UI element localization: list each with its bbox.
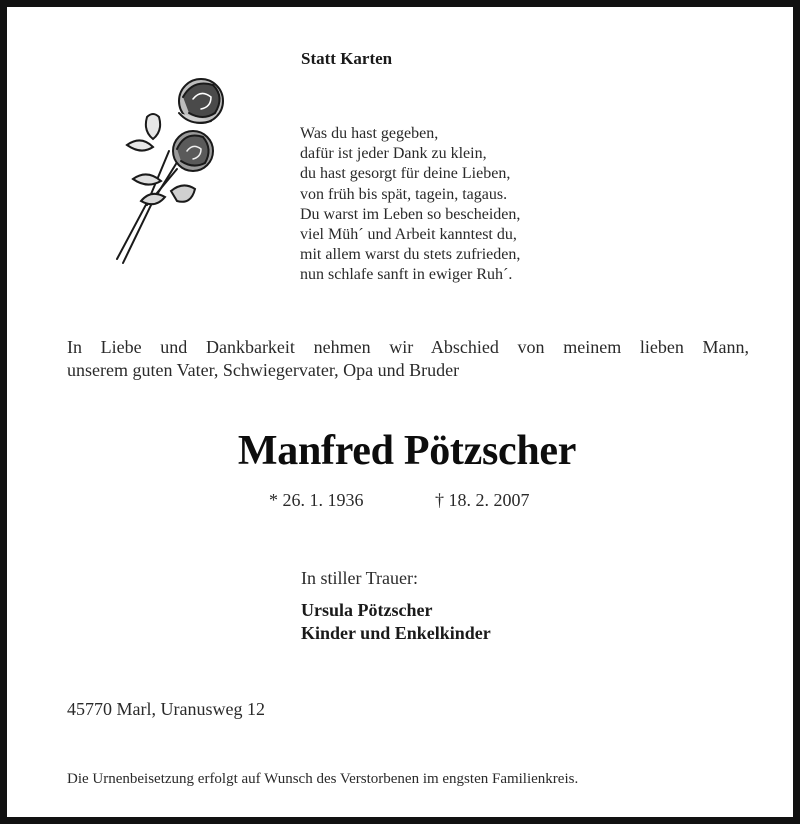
poem-line: Was du hast gegeben, bbox=[300, 125, 439, 142]
mourning-label: In stiller Trauer: bbox=[301, 568, 418, 588]
poem-line: von früh bis spät, tagein, tagaus. bbox=[300, 185, 508, 203]
deceased-name: Manfred Pötzscher bbox=[237, 428, 577, 474]
birth-date: * 26. 1. 1936 bbox=[269, 490, 364, 510]
poem-line: mit allem warst du stets zufrieden, bbox=[300, 246, 521, 264]
poem-line: viel Müh´ und Arbeit kanntest du, bbox=[300, 226, 517, 244]
mourners-list bbox=[301, 599, 491, 645]
burial-note: Die Urnenbeisetzung erfolgt auf Wunsch des Verstorbenen im engsten Familienkreis. bbox=[67, 771, 579, 787]
rose-bouquet-icon bbox=[107, 73, 237, 269]
mourner: Ursula Pötzscher bbox=[301, 600, 433, 620]
death-date: † 18. 2. 2007 bbox=[435, 490, 530, 510]
poem-line: du hast gesorgt für deine Lieben, bbox=[300, 165, 511, 183]
mourner: Kinder und Enkelkinder bbox=[301, 623, 491, 643]
intro-text bbox=[67, 336, 749, 382]
intro-line-1: In Liebe und Dankbarkeit nehmen wir Abschied von meinem lieben Mann, bbox=[67, 337, 749, 357]
header-label: Statt Karten bbox=[301, 49, 393, 68]
address: 45770 Marl, Uranusweg 12 bbox=[67, 699, 265, 719]
poem-line: Du warst im Leben so bescheiden, bbox=[300, 205, 521, 223]
poem-line: nun schlafe sanft in ewiger Ruh´. bbox=[300, 266, 513, 284]
poem bbox=[300, 124, 520, 286]
poem-line: dafür ist jeder Dank zu klein, bbox=[300, 145, 487, 163]
intro-line-2: unserem guten Vater, Schwiegervater, Opa und Bruder bbox=[67, 360, 460, 380]
